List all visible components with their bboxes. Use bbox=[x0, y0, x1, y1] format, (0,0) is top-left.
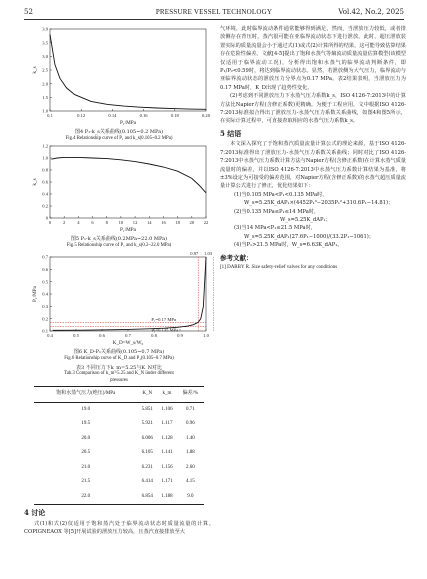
x-tick-label: 16 bbox=[161, 220, 166, 226]
x-tick-label: 0.16 bbox=[139, 113, 148, 118]
y-tick-label: 1.0 bbox=[42, 155, 48, 161]
plot-frame bbox=[50, 146, 206, 218]
table-cell: 21.5 bbox=[81, 479, 91, 485]
x-tick-label: 0.12 bbox=[77, 113, 86, 118]
table-cell: 19.0 bbox=[81, 406, 91, 412]
x-tick-label: 0 bbox=[48, 220, 52, 226]
table-cell: 1.88 bbox=[186, 450, 195, 456]
series-line bbox=[53, 257, 206, 330]
x-tick-label: 0.5 bbox=[73, 333, 79, 339]
annotation-label: 0.97 bbox=[190, 251, 199, 257]
y-tick-label: 0.6 bbox=[42, 267, 48, 273]
table-cell: 2.60 bbox=[186, 464, 195, 470]
x-tick-label: 6 bbox=[91, 220, 94, 226]
x-axis-label: P₁/MPa bbox=[120, 120, 136, 126]
y-tick-label: 2.0 bbox=[42, 81, 48, 87]
equation-condition: (2)当0.135 MPa≤P₁≤14 MPa时， bbox=[234, 208, 320, 215]
left-column bbox=[24, 25, 214, 537]
y-tick-label: 0 bbox=[45, 215, 48, 221]
table-cell: 6.006 bbox=[141, 435, 153, 441]
y-tick-label: 0.5 bbox=[42, 279, 48, 285]
table-cell: 19.5 bbox=[81, 421, 91, 427]
x-tick-label: 1.0 bbox=[203, 333, 209, 339]
table-cell: 1.141 bbox=[161, 450, 173, 456]
y-tick-label: 1.2 bbox=[42, 143, 48, 149]
table-3 bbox=[34, 386, 204, 505]
table-row bbox=[34, 432, 204, 447]
equation: W_s=5.25K_dAP₁； bbox=[280, 216, 331, 223]
table-cell: 6.854 bbox=[137, 490, 157, 505]
journal-name: PRESSURE VESSEL TECHNOLOGY bbox=[155, 8, 273, 16]
table-header: k_m bbox=[157, 387, 177, 402]
table-cell: 4.15 bbox=[186, 479, 195, 485]
table-header: 偏差/% bbox=[177, 387, 204, 402]
table-cell: 1.128 bbox=[161, 435, 173, 441]
y-tick-label: 2.5 bbox=[42, 67, 48, 73]
volume-info: Vol.42, No.2, 2025 bbox=[338, 8, 404, 16]
header-rule bbox=[24, 19, 404, 20]
table-row bbox=[34, 490, 204, 505]
table-cell: 5.921 bbox=[141, 421, 153, 427]
x-tick-label: 0.7 bbox=[125, 333, 131, 339]
y-tick-label: 3.0 bbox=[42, 53, 48, 59]
paragraph: 气环境，此时临界流动条件通常能够得到满足，然而，当泄放压力较低，或者排放侧存在背压时，蒸汽很可能在亚临界流动状态下进行泄放。此时，超压泄放装置实际的质量流量会小于通过式(1)或式(2)计算所得的结果，这可能导致估算结果存在危险性偏差。文献[4-5]提出了饱和水蒸气等熵流动质量流量估算模型(该模型仅适用于临界流动工况)，分析得出饱和水蒸气的临界流动判断条件，即P₁/P₂<0.59时，将达到临界流动状态。显然，若泄放侧为大气压力，临界流动与亚临界流动状态的泄放压力分界点为0.17 MPa。表2结果表明，当泄放压力为0.17 MPa时，K_D出现了趋势性变化。 bbox=[220, 26, 406, 91]
table-cell: 22.0 bbox=[34, 490, 137, 505]
y-tick-label: 3.9 bbox=[42, 26, 48, 32]
y-tick-label: 0.1 bbox=[42, 328, 48, 334]
table-row bbox=[34, 417, 204, 432]
x-tick-label: 0.18 bbox=[170, 113, 179, 118]
y-tick-label: 0.2 bbox=[42, 203, 48, 209]
x-tick-label: 0.6 bbox=[99, 333, 105, 339]
equation-condition: (3)当14 MPa<P₁≤21.5 MPa时， bbox=[234, 225, 316, 232]
x-tick-label: 0.14 bbox=[108, 113, 117, 118]
figure-5-chart bbox=[24, 142, 214, 236]
table-cell: 9.0 bbox=[177, 490, 204, 505]
x-axis-label: P₁/MPa bbox=[120, 227, 136, 234]
table-cell: 1.117 bbox=[161, 421, 173, 427]
y-tick-label: 0.4 bbox=[42, 191, 48, 197]
references-title: 参考文献： bbox=[220, 253, 253, 262]
equation: (4)当P₁>21.5 MPa时，W_s=6.63K_dAP₁。 bbox=[234, 242, 343, 249]
section-4-title: 4 讨论 bbox=[24, 508, 46, 518]
x-tick-label: 0.4 bbox=[47, 333, 53, 339]
y-tick-label: 0.2 bbox=[42, 316, 48, 322]
annotation-label: P₁=0.17 MPa bbox=[151, 317, 177, 323]
y-tick-label: 0.8 bbox=[42, 167, 48, 173]
series-line bbox=[51, 158, 206, 193]
table-header: 饱和水蒸气压力(绝压)/MPa bbox=[34, 387, 137, 402]
y-tick-label: 1.5 bbox=[42, 94, 48, 100]
table-row bbox=[34, 461, 204, 476]
x-tick-label: 2 bbox=[63, 220, 66, 226]
plot-frame bbox=[50, 257, 206, 334]
table-cell: 1.156 bbox=[161, 464, 173, 470]
figure-4-chart bbox=[24, 25, 214, 129]
table-cell: 20.5 bbox=[81, 450, 91, 456]
paragraph: (2)考虑到不同泄放压力下水蒸气压力系数k_s，ISO 4126-7:2013中的计算方法比Napier方程(含修正系数)更精确。为便于工程应用，文中根据ISO 4126-7:2013标准拟合得出了泄放压力-水蒸气压力系数关系曲线，如图4和图5所示，在实际计算过程中，可直接查取相应的水蒸气压力系数k_s。 bbox=[220, 93, 406, 125]
y-tick-label: 0.3 bbox=[42, 304, 48, 310]
table-row bbox=[34, 446, 204, 461]
equation-condition: (1)当0.105 MPa<P₁<0.135 MPa时， bbox=[234, 191, 328, 198]
figure-5-caption-en: Fig.5 Relationship curve of P₁ and k_s(0.2~22.0 MPa) bbox=[66, 242, 172, 248]
x-tick-label: 8 bbox=[105, 220, 108, 226]
paragraph: 式(1)和式(2)仅适用于饱和蒸汽处于临界流动状态时质量流量的计算。COPIGNEAOX 等[5]开展试验的泄放压力较高，且蒸汽直接排放至大 bbox=[24, 520, 214, 536]
table-cell: 21.0 bbox=[81, 464, 91, 470]
x-tick-label: 20 bbox=[189, 220, 195, 226]
equation: W_s=5.25K_dAP₁(27.6P₁−1000)/(33.2P₁−1061)； bbox=[244, 233, 374, 240]
table-3-caption-cn: 表3 不同压力下k_m=5.25与K_N对比 bbox=[76, 364, 162, 371]
table-cell: 1.106 bbox=[161, 406, 173, 412]
x-tick-label: 0.20 bbox=[201, 113, 211, 118]
y-axis-label: P₁/MPa bbox=[32, 286, 38, 303]
x-tick-label: 18 bbox=[175, 220, 180, 226]
table-cell: 0.96 bbox=[186, 421, 195, 427]
annotation-label: 1.03 bbox=[204, 251, 213, 257]
x-tick-label: 0.1 bbox=[47, 113, 53, 118]
y-tick-label: 0.4 bbox=[42, 291, 48, 297]
section-5-title: 5 结语 bbox=[220, 128, 242, 138]
plot-frame bbox=[50, 29, 206, 111]
x-tick-label: 4 bbox=[77, 220, 80, 226]
figure-6-chart bbox=[24, 249, 214, 349]
y-tick-label: 3.5 bbox=[42, 40, 48, 46]
table-cell: 0.71 bbox=[186, 406, 195, 412]
x-tick-label: 10 bbox=[118, 220, 124, 226]
y-tick-label: 0.7 bbox=[42, 254, 48, 260]
x-tick-label: 12 bbox=[132, 220, 138, 226]
x-tick-label: 14 bbox=[146, 220, 152, 226]
x-tick-label: 0.9 bbox=[177, 333, 183, 339]
y-tick-label: 1.0 bbox=[42, 108, 48, 114]
reference-item: [1] DARBY R. Size safety-relief valves for any conditions bbox=[220, 264, 338, 270]
y-tick-label: 0.6 bbox=[42, 179, 48, 185]
figure-6-caption-en: Fig.6 Relationship curve of K_D and P₁(0.105~0.7 MPa) bbox=[64, 355, 174, 361]
table-cell: 1.188 bbox=[157, 490, 177, 505]
table-cell: 6.105 bbox=[141, 450, 153, 456]
right-column bbox=[220, 25, 406, 272]
equation: W_s=5.25K_dAP₁×(4452P₁³−2035P₁²+310.6P₁−14.81)； bbox=[244, 200, 394, 207]
table-cell: 6.231 bbox=[141, 464, 153, 470]
x-tick-label: 0.8 bbox=[151, 333, 157, 339]
figure-4-caption-en: Fig.4 Relationship curve of P₁ and k_s(0.105~0.2 MPa) bbox=[65, 135, 173, 141]
y-axis-label: k_s bbox=[32, 178, 38, 186]
table-3-caption-en-1: Tab.3 Comparison of k_m=5.25 and K_N under different bbox=[64, 371, 174, 377]
paragraph: 本文深入探究了于饱和蒸汽质量流量计算公式的理论来源，基于ISO 4126-7:2013标准得出了泄放压力-水蒸气压力系数关系曲线；同时对比了ISO 4126-7:2013中水蒸气压力系数计算方法与Napier方程(含修正系数)在计算水蒸气质量流量时的偏差，并以ISO 4126-7:2013中水蒸气压力系数计算结果为基准，将±3%设定为可接受的偏差范围，对Napier方程(含修正系数)的水蒸气超压质量流量计算公式进行了修正，优化结果如下： bbox=[220, 141, 406, 190]
figure-4-caption-cn: 图4 P₁-k_s关系曲线(0.105~0.2 MPa) bbox=[74, 129, 164, 135]
table-cell: 20.0 bbox=[81, 435, 91, 441]
table-header: K_N bbox=[137, 387, 157, 402]
figure-5-caption-cn: 图5 P₁-k_s关系曲线(0.2MPa~22.0 MPa) bbox=[70, 236, 168, 243]
series-line bbox=[50, 34, 206, 109]
table-row bbox=[34, 475, 204, 490]
table-cell: 1.40 bbox=[186, 435, 195, 441]
page-number: 52 bbox=[24, 8, 33, 16]
x-axis-label: K_D=W_s/W₀ bbox=[112, 340, 144, 347]
annotation-label: P₁=0.135 MPa bbox=[151, 328, 179, 334]
running-header bbox=[24, 6, 404, 18]
table-3-caption-en-2: pressures bbox=[110, 377, 128, 383]
x-tick-label: 22 bbox=[203, 220, 209, 226]
table-cell: 6.414 bbox=[141, 479, 153, 485]
y-axis-label: k_s bbox=[32, 66, 38, 74]
table-row bbox=[34, 402, 204, 417]
table-cell: 5.851 bbox=[141, 406, 153, 412]
table-cell: 1.171 bbox=[161, 479, 173, 485]
figure-6-caption-cn: 图6 K_D-P₁关系曲线(0.105~0.7 MPa) bbox=[73, 349, 165, 356]
